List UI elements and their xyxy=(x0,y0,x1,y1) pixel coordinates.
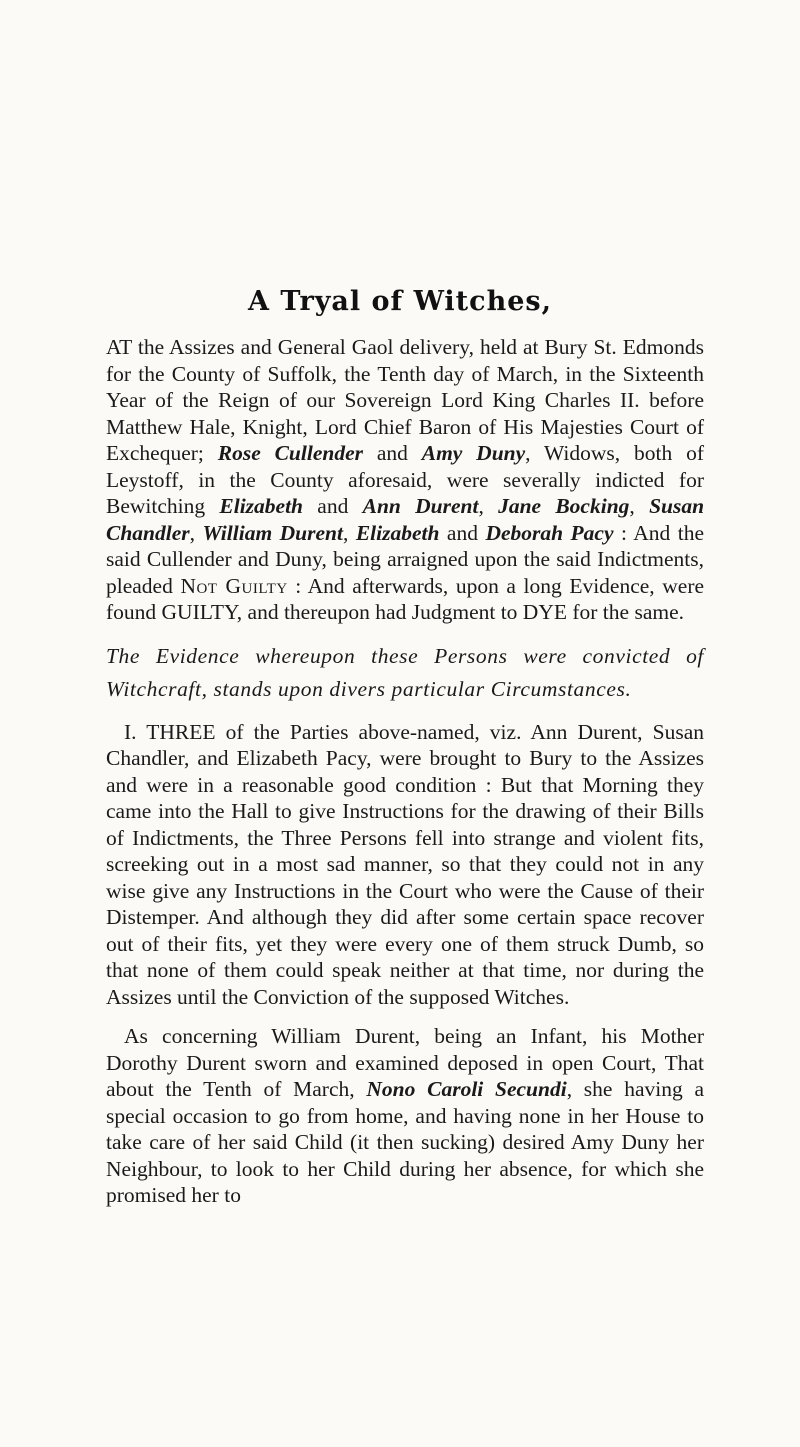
paragraph-first-evidence: I. THREE of the Parties above-named, viz. Ann Durent, Susan Chandler, and Elizabeth Pacy, were brought to Bury to the Assizes and were in a reasonable good condition : But that Morning they came into the Hall to give Instructions for the drawing of their Bills of Indictments, the Three Persons fell into strange and violent fits, screeking out in a most sad manner, so that they could not in any wise give any Instructions in the Court who were the Cause of their Distemper. And although they did after some certain space recover out of their fits, yet they were every one of them struck Dumb, so that none of them could speak neither at that time, nor during the Assizes until the Conviction of the supposed Witches. xyxy=(106,719,704,1009)
text-run: , xyxy=(478,494,484,518)
text-run: As concerning William Durent, being an Infant, his Mother Dorothy Durent sworn and examined deposed in open Court, That about the Tenth of March, xyxy=(106,1024,704,1101)
name-susan-chandler: Susan Chandler xyxy=(106,494,705,545)
text-run: , xyxy=(189,520,196,545)
page-title: A Tryal of Witches, xyxy=(248,286,552,317)
name-rose-cullender: Rose Cullender xyxy=(217,441,363,465)
name-jane-bocking: Jane Bocking xyxy=(498,494,630,518)
text-run: and xyxy=(376,441,408,465)
name-deborah-pacy: Deborah Pacy xyxy=(485,520,614,545)
name-elizabeth-pacy: Elizabeth xyxy=(355,520,440,545)
text-run: , xyxy=(342,520,349,545)
paragraph-assizes xyxy=(106,334,704,626)
text-run: , Widows, both of Leystoff, in the County aforesaid, were severally indicted for Bewitching xyxy=(106,441,704,518)
text-run: : And afterwards, upon a long Evidence, were found GUILTY, and thereupon had Judgment to DYE for the same. xyxy=(106,573,705,624)
name-elizabeth: Elizabeth xyxy=(219,494,304,518)
name-william-durent: William Durent xyxy=(202,520,343,545)
text-run: , xyxy=(629,494,635,518)
text-run: , she having a special occasion to go from home, and having none in her House to take care of her said Child (it then sucking) desired Amy Duny her Neighbour, to look to her Child during her absence, for which she promised her to xyxy=(106,1077,704,1207)
text-run: and xyxy=(446,520,478,545)
name-amy-duny: Amy Duny xyxy=(421,441,526,465)
text-run: AT the Assizes and General Gaol delivery, held at Bury St. Edmonds for the County of Suffolk, the Tenth day of March, in the Sixteenth Year of the Reign of our Sovereign Lord King Charles II. before Matthew Hale, Knight, Lord Chief Baron of His Majesties Court of Exchequer; xyxy=(106,335,704,465)
section-caption: The Evidence whereupon these Persons were convicted of Witchcraft, stands upon divers particular Circumstances. xyxy=(106,643,704,701)
name-ann-durent: Ann Durent xyxy=(362,494,479,518)
paragraph-william-durent xyxy=(106,1023,704,1209)
document-body xyxy=(106,334,704,1209)
plea-not-guilty: Not Guilty xyxy=(180,573,288,598)
latin-date: Nono Caroli Secundi xyxy=(366,1077,567,1101)
text-run: : And the said Cullender and Duny, being arraigned upon the said Indictments, pleaded xyxy=(106,520,704,598)
text-run: and xyxy=(317,494,349,518)
